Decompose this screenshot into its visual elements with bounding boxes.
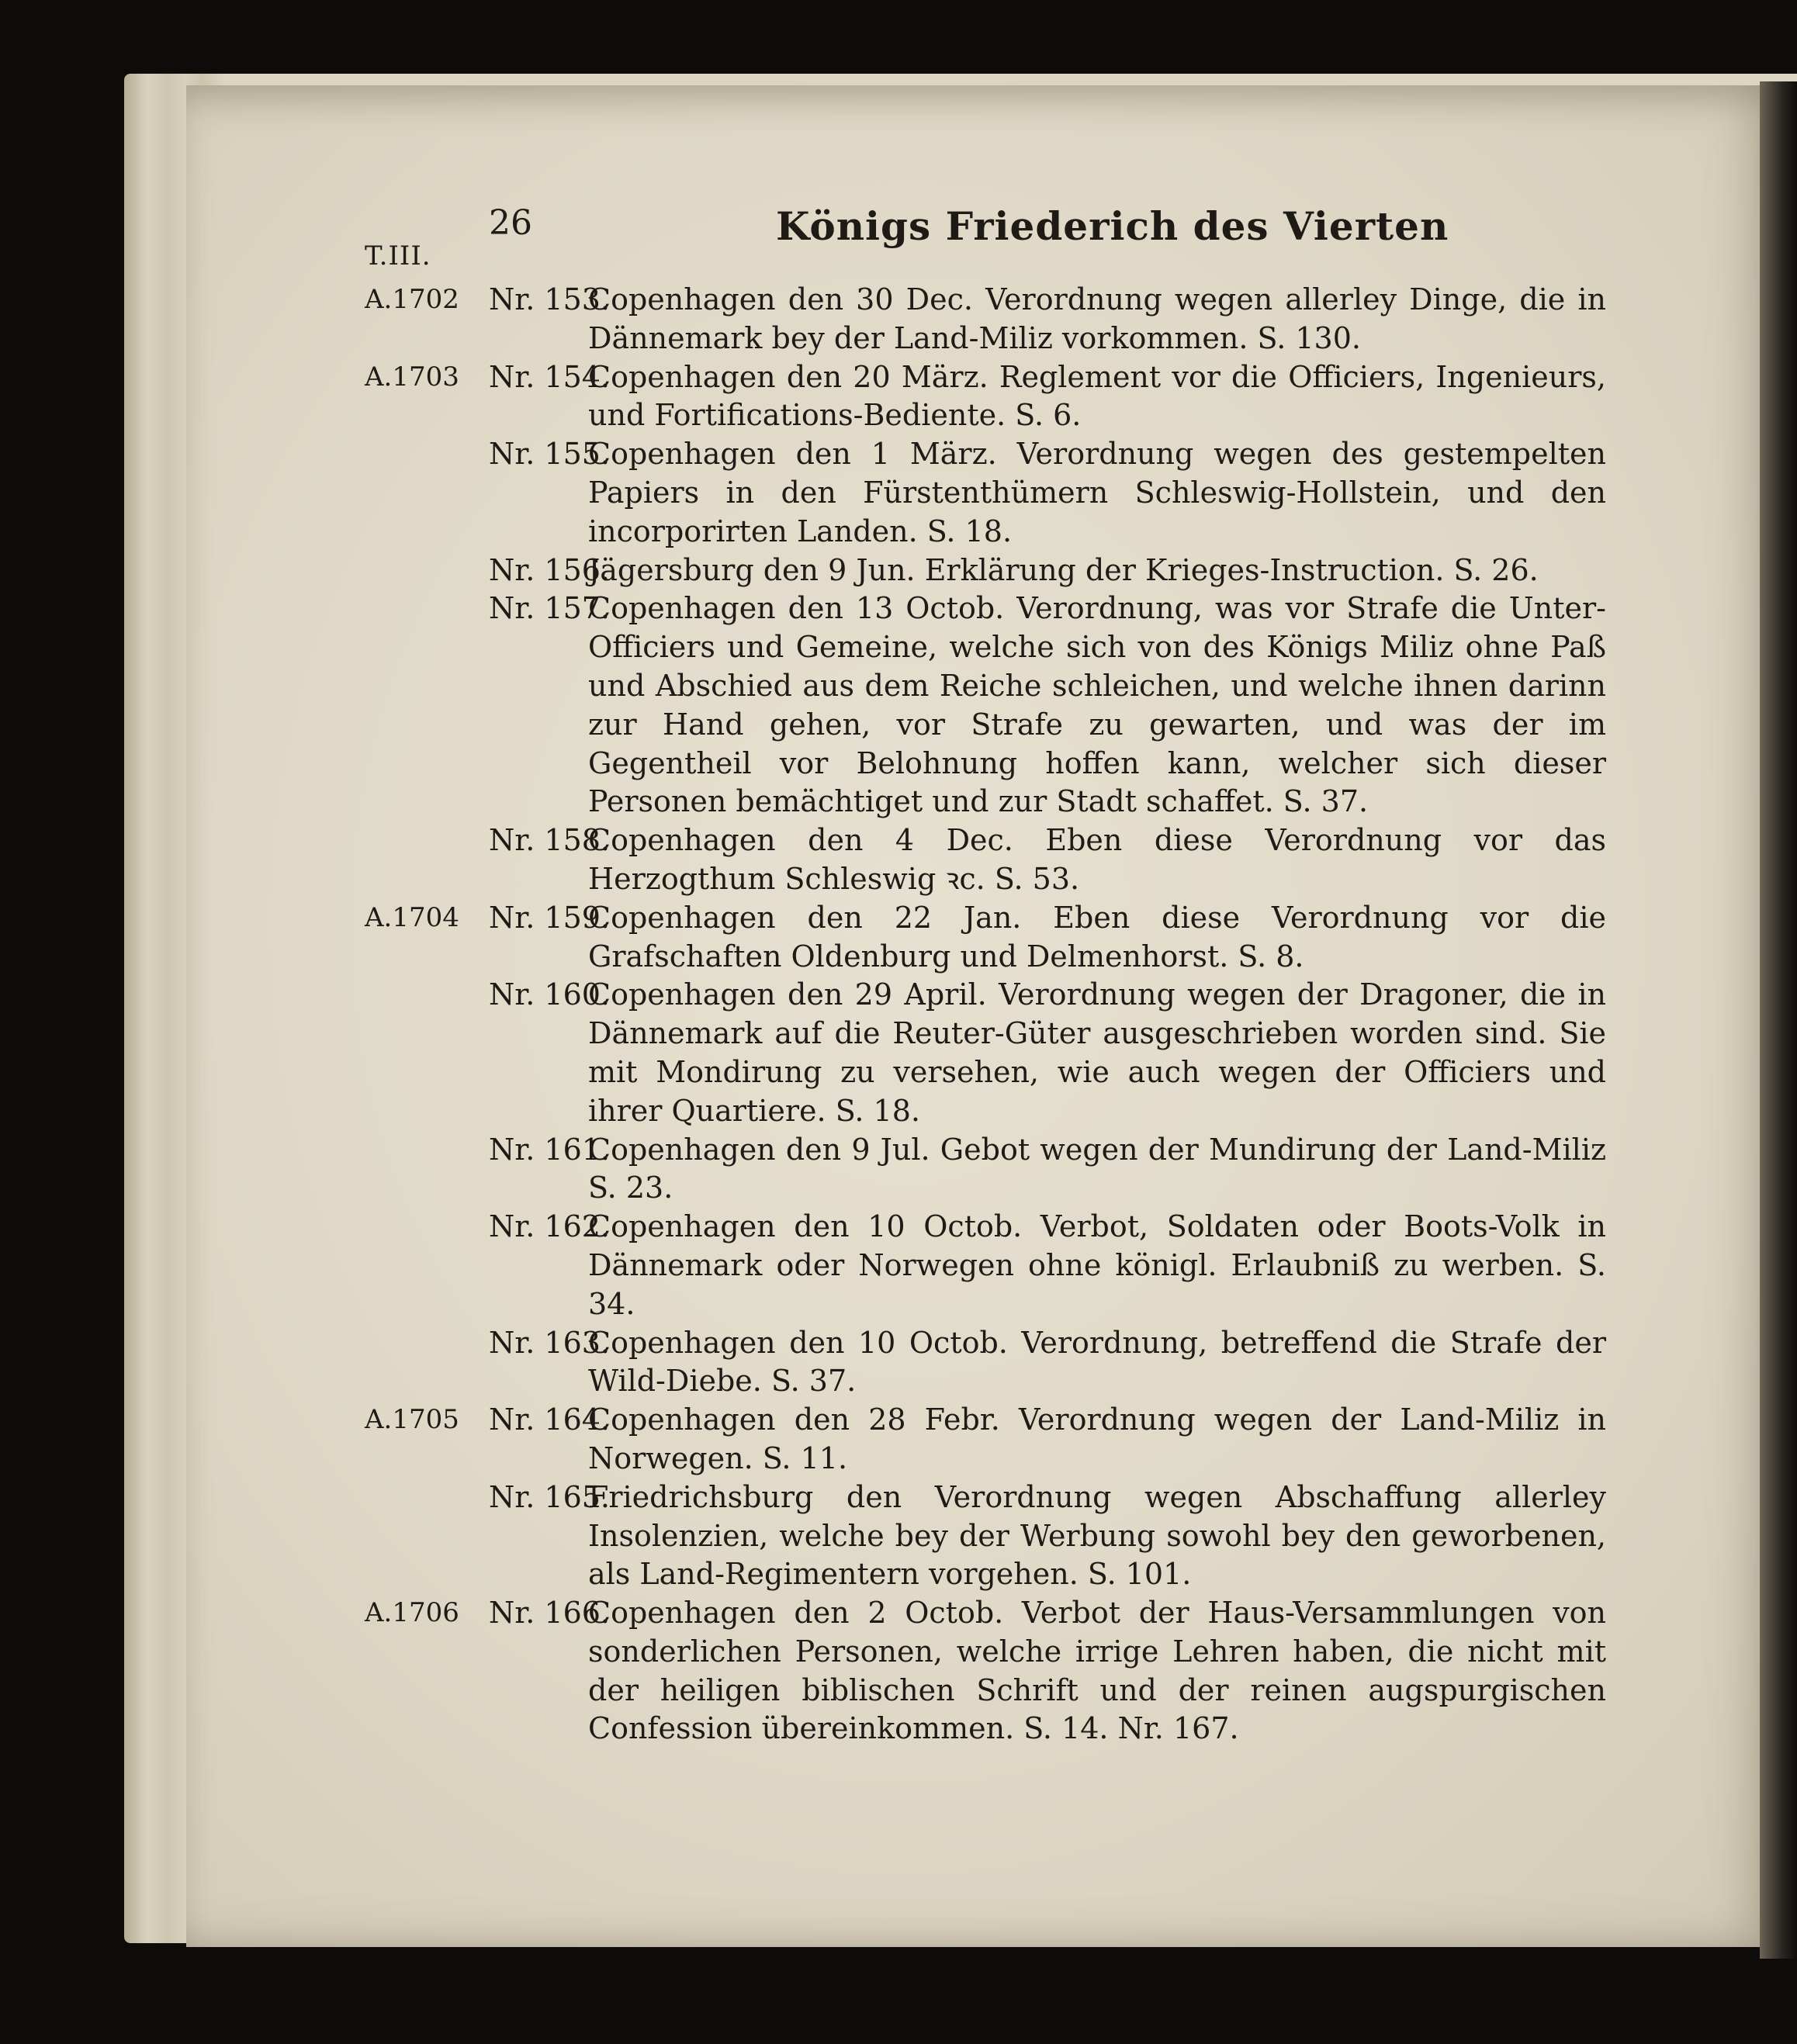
entry-text: Jägersburg den 9 Jun. Erklärung der Krieges-Instruction. S. 26. — [588, 552, 1539, 587]
entry-number: Nr. 158. — [489, 823, 611, 858]
entry-number: Nr. 163. — [489, 1325, 611, 1360]
entry-text: Copenhagen den 1 März. Verordnung wegen des gestempelten Papiers in den Fürstenthümern Schleswig-Hollstein, und den incorporirten Landen. S. 18. — [588, 437, 1606, 548]
entry-number: Nr. 153. — [489, 282, 611, 316]
entry-text: Copenhagen den 28 Febr. Verordnung wegen der Land-Miliz in Norwegen. S. 11. — [588, 1402, 1606, 1475]
entry-number: Nr. 154. — [489, 359, 611, 394]
entry-text: Copenhagen den 4 Dec. Eben diese Verordnung vor das Herzogthum Schleswig ꝛc. S. 53. — [588, 823, 1606, 896]
list-item — [365, 899, 1606, 977]
list-item — [365, 358, 1606, 436]
list-item — [365, 281, 1606, 358]
entry-year: A.1703 — [365, 361, 459, 393]
entry-text: Friedrichsburg den Verordnung wegen Abschaffung allerley Insolenzien, welche bey der Werbung sowohl bey den geworbenen, als Land-Regimentern vorgehen. S. 101. — [588, 1479, 1606, 1592]
entry-year: A.1704 — [365, 901, 459, 933]
entry-text: Copenhagen den 13 Octob. Verordnung, was vor Strafe die Unter-Officiers und Gemeine, welche sich von des Königs Miliz ohne Paß und Abschied aus dem Reiche schleichen, und welche ihnen darinn zur Hand gehen, vor Strafe zu gewarten, und was der im Gegentheil vor Belohnung hoffen kann, welcher sich dieser Personen bemächtiget und zur Stadt schaffet. S. 37. — [588, 591, 1606, 819]
entry-year: A.1705 — [365, 1404, 459, 1436]
list-item — [365, 435, 1606, 551]
list-item — [365, 590, 1606, 821]
entry-number: Nr. 162. — [489, 1209, 611, 1244]
volume-label: T.III. — [365, 240, 431, 271]
entry-text: Copenhagen den 9 Jul. Gebot wegen der Mundirung der Land-Miliz S. 23. — [588, 1132, 1606, 1205]
list-item — [365, 976, 1606, 1130]
entry-number: Nr. 155. — [489, 437, 611, 472]
entry-text: Copenhagen den 20 März. Reglement vor die Officiers, Ingenieurs, und Fortifications-Bediente. S. 6. — [588, 359, 1606, 433]
entry-number: Nr. 164. — [489, 1402, 611, 1437]
list-item — [365, 1594, 1606, 1748]
entry-number: Nr. 165. — [489, 1479, 611, 1514]
entry-text: Copenhagen den 30 Dec. Verordnung wegen allerley Dinge, die in Dännemark bey der Land-Miliz vorkommen. S. 130. — [588, 282, 1606, 355]
entry-number: Nr. 159. — [489, 900, 611, 935]
entry-text: Copenhagen den 10 Octob. Verbot, Soldaten oder Boots-Volk in Dännemark oder Norwegen ohne königl. Erlaubniß zu werben. S. 34. — [588, 1209, 1606, 1321]
entry-list — [365, 281, 1606, 1748]
entry-number: Nr. 160. — [489, 977, 611, 1012]
entry-number: Nr. 161. — [489, 1132, 611, 1167]
text-block — [365, 203, 1606, 1746]
entry-number: Nr. 166. — [489, 1596, 611, 1631]
entry-text: Copenhagen den 10 Octob. Verordnung, betreffend die Strafe der Wild-Diebe. S. 37. — [588, 1325, 1606, 1399]
page-number: 26 — [489, 203, 532, 243]
entry-year: A.1706 — [365, 1597, 459, 1629]
list-item — [365, 1208, 1606, 1323]
page-header — [365, 203, 1606, 271]
list-item — [365, 1401, 1606, 1479]
list-item — [365, 1479, 1606, 1594]
list-item — [365, 552, 1606, 590]
entry-text: Copenhagen den 2 Octob. Verbot der Haus-Versammlungen von sonderlichen Personen, welche irrige Lehren haben, die nicht mit der heiligen biblischen Schrift und der reinen augspurgischen Confession übereinkommen. S. 14. Nr. 167. — [588, 1596, 1606, 1746]
running-title: Königs Friederich des Vierten — [776, 203, 1449, 249]
entry-text: Copenhagen den 22 Jan. Eben diese Verordnung vor die Grafschaften Oldenburg und Delmenhorst. S. 8. — [588, 900, 1606, 974]
list-item — [365, 1324, 1606, 1402]
list-item — [365, 1131, 1606, 1209]
entry-number: Nr. 156. — [489, 552, 611, 587]
entry-number: Nr. 157. — [489, 591, 611, 626]
entry-text: Copenhagen den 29 April. Verordnung wegen der Dragoner, die in Dännemark auf die Reuter-Güter ausgeschrieben worden sind. Sie mit Mondirung zu versehen, wie auch wegen der Officiers und ihrer Quartiere. S. 18. — [588, 977, 1606, 1128]
entry-year: A.1702 — [365, 284, 459, 315]
gutter-shadow — [1760, 81, 1797, 1959]
list-item — [365, 821, 1606, 899]
